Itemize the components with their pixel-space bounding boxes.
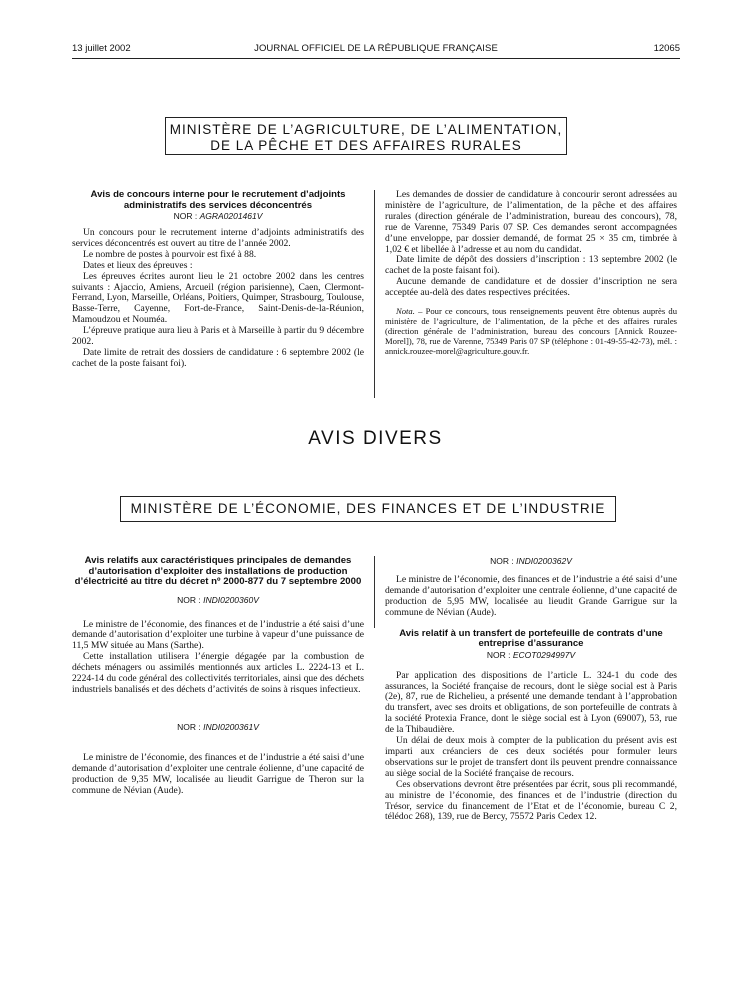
nor-line [385,650,677,661]
nor-code: INDI0200362V [516,556,572,566]
journal-title: JOURNAL OFFICIEL DE LA RÉPUBLIQUE FRANÇAISE [254,43,498,54]
avis-divers-heading: AVIS DIVERS [308,428,443,449]
nor-line [72,211,364,222]
paragraph: Un délai de deux mois à compter de la publication du présent avis est imparti aux créanciers de ces deux sociétés pour formuler leurs observations sur le projet de transfert dont ils peuvent prendre connaissance au siège social de la Société française de recours. [385,735,677,779]
paragraph: Un concours pour le recrutement interne d’adjoints administratifs des services déconcentrés est ouvert au titre de l’année 2002. [72,227,364,249]
nor-line [385,556,677,567]
ministry-line-1: MINISTÈRE DE L’ÉCONOMIE, DES FINANCES ET DE L’INDUSTRIE [130,501,606,516]
paragraph: Ces observations devront être présentées par écrit, sous pli recommandé, au ministre de l’économie, des finances et de l’industrie (direction du Trésor, service du financement de l’Etat et de l’économie, bureau C 2, télédoc 268), 139, rue de Bercy, 75572 Paris Cedex 12. [385,778,677,823]
nota-label: Nota. [396,306,415,317]
column-divider [374,190,375,398]
assurance-title: Avis relatif à un transfert de portefeuille de contrats d’une entreprise d’assurance [399,627,663,650]
electricite-title: Avis relatifs aux caractéristiques principales de demandes d’autorisation d’exploiter des installations de production d’électricité au titre du décret nº 2000-877 du 7 septembre 2000 [74,555,362,587]
concours-title: Avis de concours interne pour le recrutement d’adjoints administratifs des services déconcentrés [90,189,346,211]
header-rule [72,58,680,59]
running-header [72,43,680,57]
nor-prefix: NOR : [173,211,198,221]
nor-line [72,595,364,606]
nor-prefix: NOR : [177,721,201,732]
concours-left-column [72,190,364,370]
nor-prefix: NOR : [177,594,201,605]
header-date: 13 juillet 2002 [72,43,131,54]
nor-prefix: NOR : [490,556,514,566]
column-divider [374,556,375,628]
nor-line [72,722,364,733]
paragraph: Le ministre de l’économie, des finances et de l’industrie a été saisi d’une demande d’autorisation d’exploiter une centrale éolienne, d’une capacité de production de 5,95 MW, localisée au lieudit Grande Garrigue sur la commune de Névian (Aude). [385,574,677,618]
page-number: 12065 [653,43,680,54]
paragraph: Date limite de dépôt des dossiers d’inscription : 13 septembre 2002 (le cachet de la poste faisant foi). [385,254,677,277]
ministry-agriculture-box [165,117,567,155]
paragraph: Le nombre de postes à pourvoir est fixé à 88. [83,248,257,260]
ministry-line-2: DE LA PÊCHE ET DES AFFAIRES RURALES [210,138,522,153]
nor-prefix: NOR : [486,649,511,660]
ministry-line-1: MINISTÈRE DE L’AGRICULTURE, DE L’ALIMENTATION, [169,122,563,137]
ministry-economie-box [120,496,616,522]
nota-note [385,307,677,357]
paragraph: L’épreuve pratique aura lieu à Paris et à Marseille à partir du 9 décembre 2002. [72,325,364,348]
nor-code: INDI0200360V [203,594,259,605]
paragraph: Par application des dispositions de l’article L. 324-1 du code des assurances, la Société française de recours, dont le siège social est à Paris (2e), 87, rue de Richelieu, a présenté une demande tendant à l’approbation du transfert, avec ses droits et obligations, de son portefeuille de contrats à la société Protexia France, dont le siège social est à Lyon (69007), 53, rue de la Thibaudière. [385,669,677,736]
nor-code: INDI0200361V [203,721,259,732]
nor-code: AGRA0201461V [199,211,263,221]
paragraph: Le ministre de l’économie, des finances et de l’industrie a été saisi d’une demande d’autorisation d’exploiter une turbine à vapeur d’une puissance de 11,5 MW située au Mans (Sarthe). [72,618,364,652]
paragraph: Les épreuves écrites auront lieu le 21 octobre 2002 dans les centres suivants : Ajaccio, Amiens, Arcueil (région parisienne), Caen, Clermont-Ferrand, Lyon, Marseille, Orléans, Poitiers, Quimper, Strasbourg, Toulouse, Basse-Terre, Cayenne, Fort-de-France, Saint-Denis-de-la-Réunion, Mamoudzou et Nouméa. [72,270,364,326]
paragraph: Cette installation utilisera l’énergie dégagée par la combustion de déchets ménagers ou assimilés mentionnés aux articles L. 2224-13 et L. 2224-14 du code général des collectivités territoriales, ainsi que des déchets industriels banalisés et des déchets d’activités de soins à risques infectieux. [72,651,364,695]
paragraph: Dates et lieux des épreuves : [83,259,193,271]
paragraph: Les demandes de dossier de candidature à concourir seront adressées au ministère de l’agriculture, de l’alimentation, de la pêche et des affaires rurales (direction générale de l’administration, bureau des concours), 78, rue de Varenne, 75349 Paris 07 SP. Ces demandes seront accompagnées d’une enveloppe, par dossier demandé, de format 25 × 35 cm, timbrée à 1,02 € et libellée à l’adresse et au nom du candidat. [385,189,677,255]
concours-right-column [385,190,677,357]
electricite-right-column [385,556,677,823]
nor-code: ECOT0294997V [512,649,576,660]
electricite-left-column [72,556,364,796]
nota-text: – Pour ce concours, tous renseignements peuvent être obtenus auprès du ministère de l’agriculture, de l’alimentation, de la pêche et des affaires rurales (direction générale de l’administration, bureau des concours [Annick Rouzee-Morel]), 78, rue de Varenne, 75349 Paris 07 SP (téléphone : 01-49-55-42-73), mél. : annick.rouzee-morel@agriculture.gouv.fr. [385,306,677,356]
paragraph: Date limite de retrait des dossiers de candidature : 6 septembre 2002 (le cachet de la poste faisant foi). [72,346,364,369]
paragraph: Aucune demande de candidature et de dossier d’inscription ne sera acceptée au-delà des dates respectives précitées. [385,276,677,299]
paragraph: Le ministre de l’économie, des finances et de l’industrie a été saisi d’une demande d’autorisation d’exploiter une centrale éolienne, d’une capacité de production de 9,35 MW, localisée au lieudit Garrigue de Theron sur la commune de Névian (Aude). [72,751,364,796]
